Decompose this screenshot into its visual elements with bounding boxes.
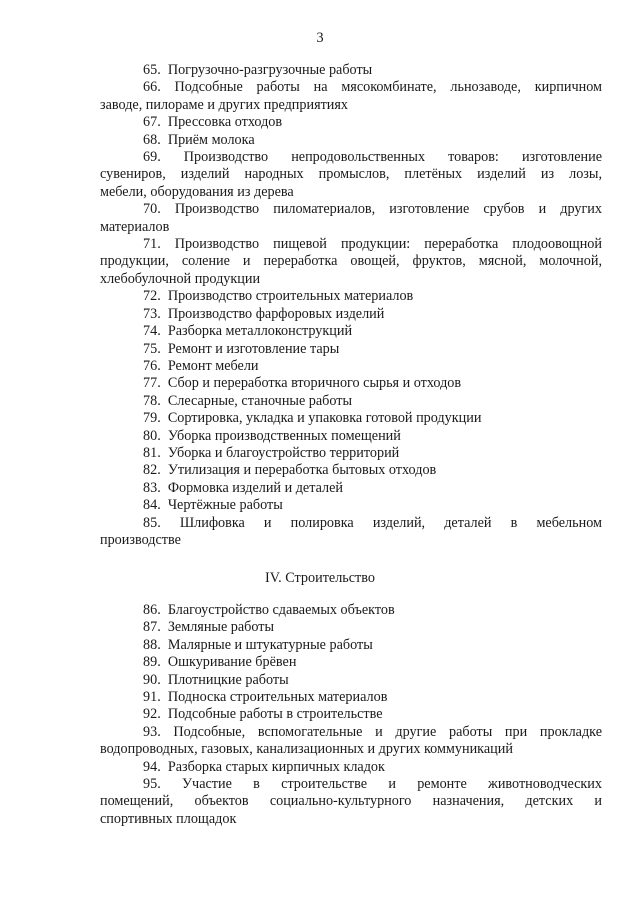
list-item-continuation-line: мебели, оборудования из дерева [100, 183, 294, 200]
list-item-continuation-line: помещений, объектов социально-культурного назначения, детских и [100, 793, 602, 810]
list-item [0, 776, 640, 828]
list-item-first-line: 70. Производство пиломатериалов, изготовление срубов и других [143, 201, 602, 218]
list-item-continuation-line: спортивных площадок [100, 810, 237, 827]
list-item [0, 619, 640, 636]
list-item [0, 497, 640, 514]
list-item [0, 393, 640, 410]
list-item-first-line: 95. Участие в строительстве и ремонте животноводческих [143, 776, 602, 793]
work-list-part-1 [0, 62, 640, 549]
list-item-first-line: 65. Погрузочно-разгрузочные работы [143, 62, 373, 78]
list-item-first-line: 69. Производство непродовольственных товаров: изготовление [143, 149, 602, 166]
list-item [0, 358, 640, 375]
list-item-continuation-line: продукции, соление и переработка овощей, фруктов, мясной, молочной, [100, 253, 602, 270]
list-item-continuation-line: производстве [100, 531, 181, 548]
list-item [0, 462, 640, 479]
list-item-first-line: 92. Подсобные работы в строительстве [143, 706, 383, 723]
list-item [0, 672, 640, 689]
list-item [0, 79, 640, 114]
list-item [0, 288, 640, 305]
list-item [0, 480, 640, 497]
list-item-first-line: 82. Утилизация и переработка бытовых отходов [143, 462, 437, 479]
list-item-first-line: 90. Плотницкие работы [143, 671, 289, 688]
list-item-first-line: 85. Шлифовка и полировка изделий, деталей в мебельном [143, 514, 602, 531]
list-item-continuation-line: водопроводных, газовых, канализационных и других коммуникаций [100, 741, 513, 758]
list-item [0, 759, 640, 776]
list-item-first-line: 68. Приём молока [143, 131, 255, 148]
page-number: 3 [316, 30, 324, 46]
list-item [0, 724, 640, 759]
list-item-first-line: 77. Сбор и переработка вторичного сырья и отходов [143, 375, 462, 392]
list-item [0, 341, 640, 358]
list-item-first-line: 81. Уборка и благоустройство территорий [143, 444, 400, 461]
list-item [0, 323, 640, 340]
list-item-first-line: 78. Слесарные, станочные работы [143, 392, 353, 409]
list-item [0, 62, 640, 79]
list-item-continuation-line: заводе, пилораме и других предприятиях [100, 96, 349, 113]
list-item-first-line: 73. Производство фарфоровых изделий [143, 305, 385, 322]
list-item [0, 149, 640, 201]
list-item [0, 201, 640, 236]
list-item-first-line: 75. Ремонт и изготовление тары [143, 340, 340, 357]
list-item-first-line: 76. Ремонт мебели [143, 357, 259, 374]
list-item-first-line: 83. Формовка изделий и деталей [143, 479, 343, 496]
list-item [0, 602, 640, 619]
list-item-first-line: 94. Разборка старых кирпичных кладок [143, 758, 385, 775]
list-item-first-line: 84. Чертёжные работы [143, 497, 283, 514]
list-item-first-line: 91. Подноска строительных материалов [143, 689, 388, 706]
list-item [0, 132, 640, 149]
list-item-first-line: 89. Ошкуривание брёвен [143, 654, 297, 671]
list-item-continuation-line: материалов [100, 218, 170, 235]
list-item [0, 654, 640, 671]
list-item-first-line: 79. Сортировка, укладка и упаковка готовой продукции [143, 410, 482, 427]
list-item-first-line: 88. Малярные и штукатурные работы [143, 636, 373, 653]
list-item-first-line: 71. Производство пищевой продукции: переработка плодоовощной [143, 236, 602, 253]
list-item-continuation-line: хлебобулочной продукции [100, 270, 261, 287]
list-item [0, 428, 640, 445]
list-item [0, 689, 640, 706]
section-heading: IV. Строительство [265, 570, 375, 586]
list-item [0, 706, 640, 723]
list-item-first-line: 74. Разборка металлоконструкций [143, 323, 353, 340]
list-item [0, 114, 640, 131]
list-item-first-line: 87. Земляные работы [143, 619, 275, 636]
list-item [0, 375, 640, 392]
list-item-first-line: 72. Производство строительных материалов [143, 288, 414, 305]
list-item-first-line: 93. Подсобные, вспомогательные и другие работы при прокладке [143, 723, 602, 740]
list-item-first-line: 86. Благоустройство сдаваемых объектов [143, 602, 395, 618]
list-item [0, 410, 640, 427]
list-item-first-line: 67. Прессовка отходов [143, 114, 283, 131]
work-list-part-2 [0, 602, 640, 828]
list-item [0, 306, 640, 323]
list-item [0, 236, 640, 288]
list-item [0, 445, 640, 462]
list-item-first-line: 66. Подсобные работы на мясокомбинате, льнозаводе, кирпичном [143, 79, 602, 96]
list-item [0, 637, 640, 654]
list-item [0, 515, 640, 550]
list-item-continuation-line: сувениров, изделий народных промыслов, плетёных изделий из лозы, [100, 166, 602, 183]
list-item-first-line: 80. Уборка производственных помещений [143, 427, 401, 444]
